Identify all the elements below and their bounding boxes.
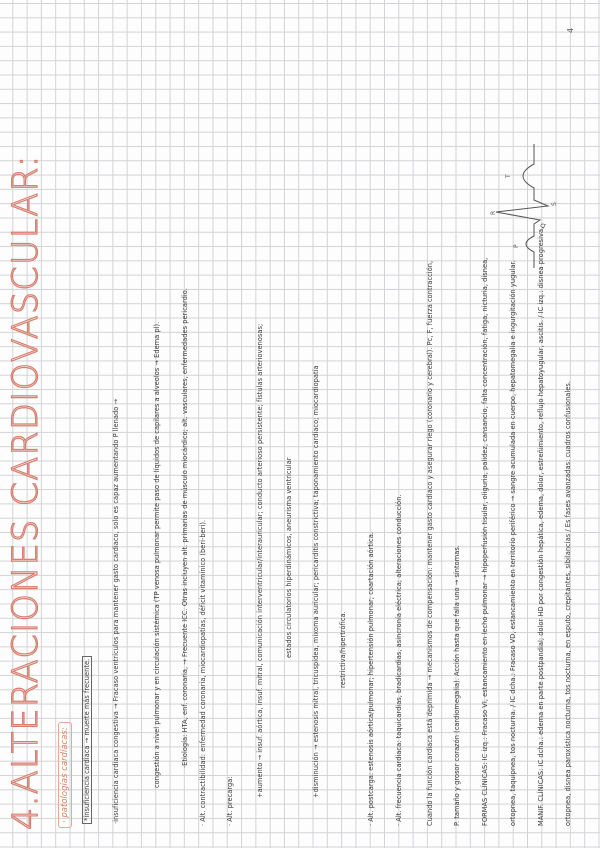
note-line: ·insuficiencia cardiaca congestiva → Fracaso ventrículos para mantener gasto cardiaco, solo es capaz aumentando P llenado →	[112, 398, 120, 824]
note-line-boxed: *insuficiencia cardiaca → muerte más frecuente.	[82, 656, 92, 824]
note-line: congestión a nivel pulmonar y en circulación sistémica (TP venosa pulmonar permite paso de líquidos de capilares a alveolos → Edema pl).	[153, 321, 161, 788]
note-line: restrictiva/hipertrófica.	[339, 611, 347, 688]
note-line: · Alt. postcarga: estenosis aórtica/pulmonar; hipertensión pulmonar; coartación aórtica.	[367, 532, 375, 826]
page-number: 4	[566, 27, 575, 33]
note-line: ortopnea, disnea paroxística nocturna, tos nocturna, en esputo, crepitantes, sibilancias / Es fases avanzadas: cuadros confusionales.	[564, 380, 572, 826]
note-line	[83, 656, 91, 824]
ekg-label-r: R	[490, 210, 497, 215]
note-line: · Alt. precarga:	[226, 776, 234, 826]
note-line: · Alt. contractibilidad: enfermedad coronaria, miocardiopatías, déficit vitamínico (beri-beri).	[199, 519, 207, 826]
ekg-waveform-diagram	[490, 140, 560, 270]
note-line: P. tamaño y grosor corazón (cardiomegalia). Acción hasta que falla uno → síntomas.	[453, 545, 461, 826]
note-line: MANIF. CLÍNICAS: IC dcha.: edema en parte postpandial; dolor HD por congestión hepática, edema, dolor, estreñimiento, reflujo hepatoyugular, ascitis. / IC izq.: disnea progresiva,	[537, 226, 545, 826]
note-line: ·Etiología: HTA, enf. coronaria, → Frecuente ICC. Otras incluyen alt. primarias de músculo miocárdico; alt. vasculares, enfermedades pericardio.	[181, 288, 189, 768]
note-line: +disminución → estenosis mitral, tricuspídea, mixoma auricular; pericarditis constrictiva; taponamiento cardíaco; miocardiopatía	[312, 365, 320, 798]
section-subtitle: · patologías cardíacas:	[58, 722, 72, 828]
ekg-label-t: T	[505, 174, 512, 178]
note-line: Cuando la función cardiaca está deprimida → mecanismos de compensación: mantener gasto cardiaco y asegurar riego (coronario y cerebral). Pc, F, fuerza contracción,	[426, 260, 434, 826]
note-line: ortopnea, taquipnea, tos nocturna. / IC dcha.: Fracaso VD, estancamiento en territorio periférico → sangre acumulada en cuerpo, hepatomegalia e ingurgitación yugular.	[509, 260, 517, 826]
note-line: estados circulatorios hiperdinámicos, aneurisma ventricular	[285, 457, 293, 658]
ekg-label-q: Q	[540, 223, 547, 228]
ekg-label-p: P	[513, 244, 520, 248]
note-line: FORMAS CLÍNICAS: IC izq.: Fracaso VI, estancamiento en lecho pulmonar → hipoperfusión tisular, oliguria, palidez, cansancio, falta concentración, fatiga, nicturia, disnea,	[481, 257, 489, 826]
note-line: · Alt. frecuencia cardiaca: taquicardias, bradicardias, asincronía eléctrica; alteraciones conducción.	[395, 494, 403, 826]
page-title: 4.ALTERACIONES CARDIOVASCULAR:	[6, 154, 46, 830]
ekg-label-s: S	[551, 202, 558, 206]
note-line: +aumento → insuf. aórtica, insuf. mitral, comunicación interventricular/interauricular; conducto arterioso persistente; fístulas arteriovenosas;	[256, 323, 264, 798]
